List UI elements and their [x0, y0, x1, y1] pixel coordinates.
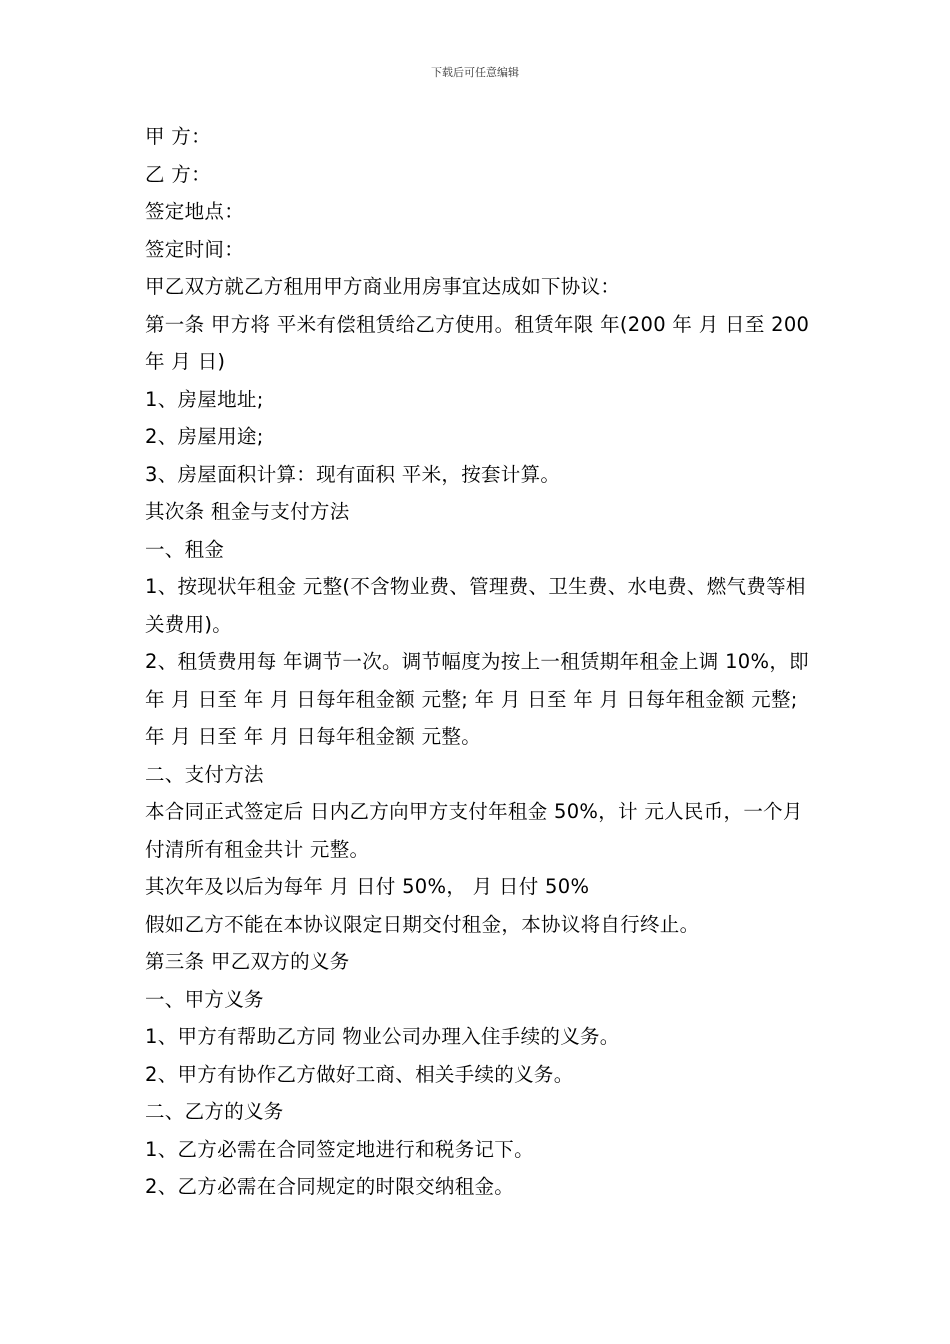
party-b-duties-heading: 二、乙方的义务 — [145, 1100, 284, 1123]
party-b-duty-1: 1、乙方必需在合同签定地进行和税务记下。 — [145, 1137, 534, 1161]
party-a-duty-1: 1、甲方有帮助乙方同 物业公司办理入住手续的义务。 — [145, 1025, 620, 1048]
article-one-item-3: 3、房屋面积计算：现有面积 平米，按套计算。 — [145, 462, 561, 486]
rent-item-2: 2、租赁费用每 年调节一次。调节幅度为按上一租赁期年租金上调 10%，即 年 月 日至 年 月 日每年租金额 元整; 年 月 日至 年 月 日每年租金额 元整; 年 月 日至 年 月 日每年租金额 元整。 — [145, 650, 809, 748]
rent-heading: 一、租金 — [145, 537, 225, 561]
article-one-item-2: 2、房屋用途; — [145, 425, 264, 448]
document-body — [145, 118, 810, 1206]
party-b-line: 乙 方： — [145, 162, 211, 186]
payment-paragraph-2: 其次年及以后为每年 月 日付 50%， 月 日付 50% — [145, 875, 590, 898]
rent-item-1: 1、按现状年租金 元整(不含物业费、管理费、卫生费、水电费、燃气费等相关费用)。 — [145, 575, 806, 636]
agreement-intro: 甲乙双方就乙方租用甲方商业用房事宜达成如下协议： — [145, 275, 621, 298]
page-header: 下载后可任意编辑 — [431, 66, 519, 79]
payment-heading: 二、支付方法 — [145, 762, 264, 786]
article-three-heading: 第三条 甲乙双方的义务 — [145, 950, 350, 973]
article-one: 第一条 甲方将 平米有偿租赁给乙方使用。租赁年限 年(200 年 月 日至 200 年 月 日) — [145, 312, 810, 373]
party-a-duties-heading: 一、甲方义务 — [145, 987, 264, 1011]
payment-paragraph-3: 假如乙方不能在本协议限定日期交付租金，本协议将自行终止。 — [145, 912, 700, 936]
payment-paragraph-1: 本合同正式签定后 日内乙方向甲方支付年租金 50%，计 元人民币，一个月付清所有租金共计 元整。 — [145, 800, 803, 861]
party-a-duty-2: 2、甲方有协作乙方做好工商、相关手续的义务。 — [145, 1062, 574, 1086]
article-two-heading: 其次条 租金与支付方法 — [145, 500, 350, 523]
party-a-line: 甲 方： — [145, 125, 211, 148]
signing-time-line: 签定时间： — [145, 237, 245, 261]
signing-place-line: 签定地点： — [145, 200, 245, 223]
article-one-item-1: 1、房屋地址; — [145, 387, 264, 411]
party-b-duty-2: 2、乙方必需在合同规定的时限交纳租金。 — [145, 1175, 515, 1198]
